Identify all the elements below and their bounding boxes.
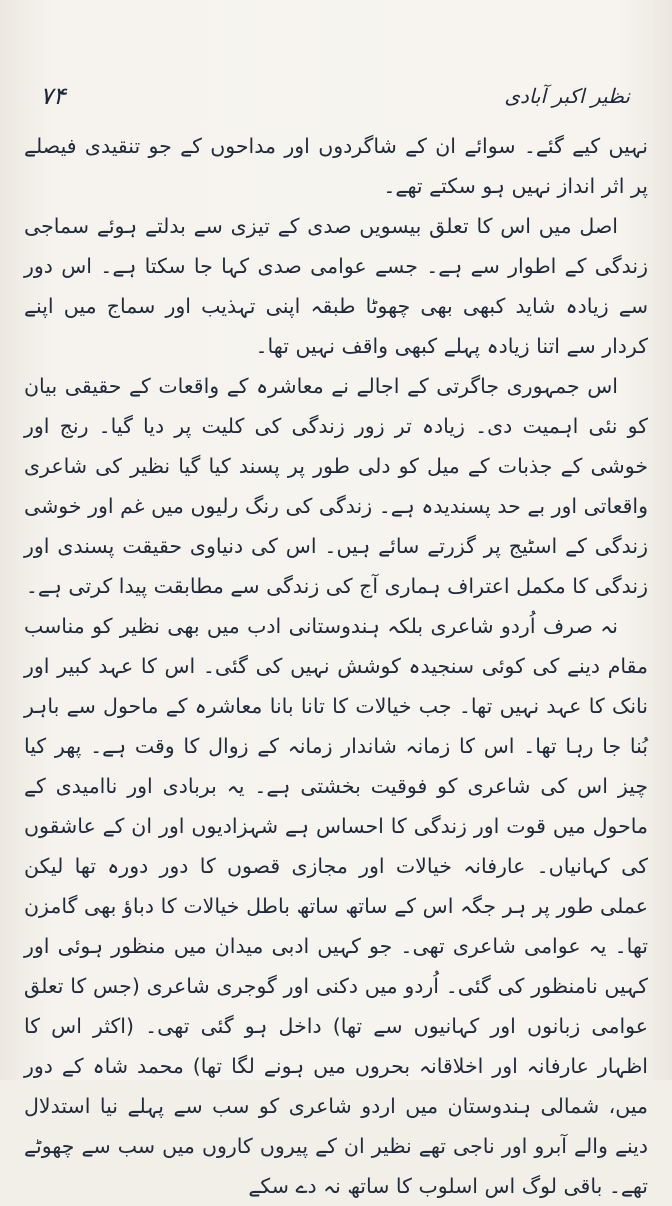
page-number: ۷۴ [40,82,66,110]
paragraph-social-context: اصل میں اس کا تعلق بیسویں صدی کے تیزی سے بدلتے ہوئے سماجی زندگی کے اطوار سے ہے۔ جسے عوامی صدی کہا جا سکتا ہے۔ اس دور سے زیادہ شاید کبھی بھی چھوٹا طبقہ اپنی تہذیب اور سماج میں اپنے کردار سے اتنا زیادہ پہلے کبھی واقف نہیں تھا۔ [24,214,648,358]
paragraph-continuation: نہیں کیے گئے۔ سوائے ان کے شاگردوں اور مداحوں کے جو تنقیدی فیصلے پر اثر انداز نہیں ہو سکتے تھے۔ [24,134,648,198]
paragraph-literary-position: نہ صرف اُردو شاعری بلکہ ہندوستانی ادب میں بھی نظیر کو مناسب مقام دینے کی کوئی سنجیدہ کوشش نہیں کی گئی۔ اس کا عہد کبیر اور نانک کا عہد نہیں تھا۔ جب خیالات کا تانا بانا معاشرہ کے ماحول سے باہر بُنا جا رہا تھا۔ اس کا زمانہ شاندار زمانہ کے زوال کا وقت ہے۔ پھر کیا چیز اس کی شاعری کو فوقیت بخشتی ہے۔ یہ بربادی اور ناامیدی کے ماحول میں قوت اور زندگی کا احساس ہے شہزادیوں اور ان کے عاشقوں کی کہانیاں۔ عارفانہ خیالات اور مجازی قصوں کا دور دورہ تھا لیکن عملی طور پر ہر جگہ اس کے ساتھ ساتھ باطل خیالات کا دباؤ بھی گامزن تھا۔ یہ عوامی شاعری تھی۔ جو کہیں ادبی میدان میں منظور ہوئی اور کہیں نامنظور کی گئی۔ اُردو میں دکنی اور گوجری شاعری (جس کا تعلق عوامی زبانوں اور کہانیوں سے تھا) داخل ہو گئی تھی۔ (اکثر اس کا اظہار عارفانہ اور اخلاقانہ بحروں میں ہونے لگا تھا) محمد شاہ کے دور میں، شمالی ہندوستان میں اردو شاعری کو سب سے پہلے نیا استدلال دینے والے آبرو اور ناجی تھے نظیر ان کے پیروں کاروں میں سب سے چھوٹے تھے۔ باقی لوگ اس اسلوب کا ساتھ نہ دے سکے [24,614,648,1198]
running-title: نظیر اکبر آبادی [504,84,630,108]
page-header [40,82,630,122]
paragraph-democratic-awakening: اس جمہوری جاگرتی کے اجالے نے معاشرہ کے واقعات کے حقیقی بیان کو نئی اہمیت دی۔ زیادہ تر زور زندگی کی کلیت پر دیا گیا۔ رنج اور خوشی کے جذبات کے میل کو دلی طور پر پسند کیا گیا نظیر کی شاعری واقعاتی اور بے حد پسندیدہ ہے۔ زندگی کی رنگ رلیوں میں غم اور خوشی زندگی کے اسٹیج پر گزرتے سائے ہیں۔ اس کی دنیاوی حقیقت پسندی اور زندگی کا مکمل اعتراف ہماری آج کی زندگی سے مطابقت پیدا کرتی ہے۔ [24,374,648,598]
body-text [24,126,648,1198]
